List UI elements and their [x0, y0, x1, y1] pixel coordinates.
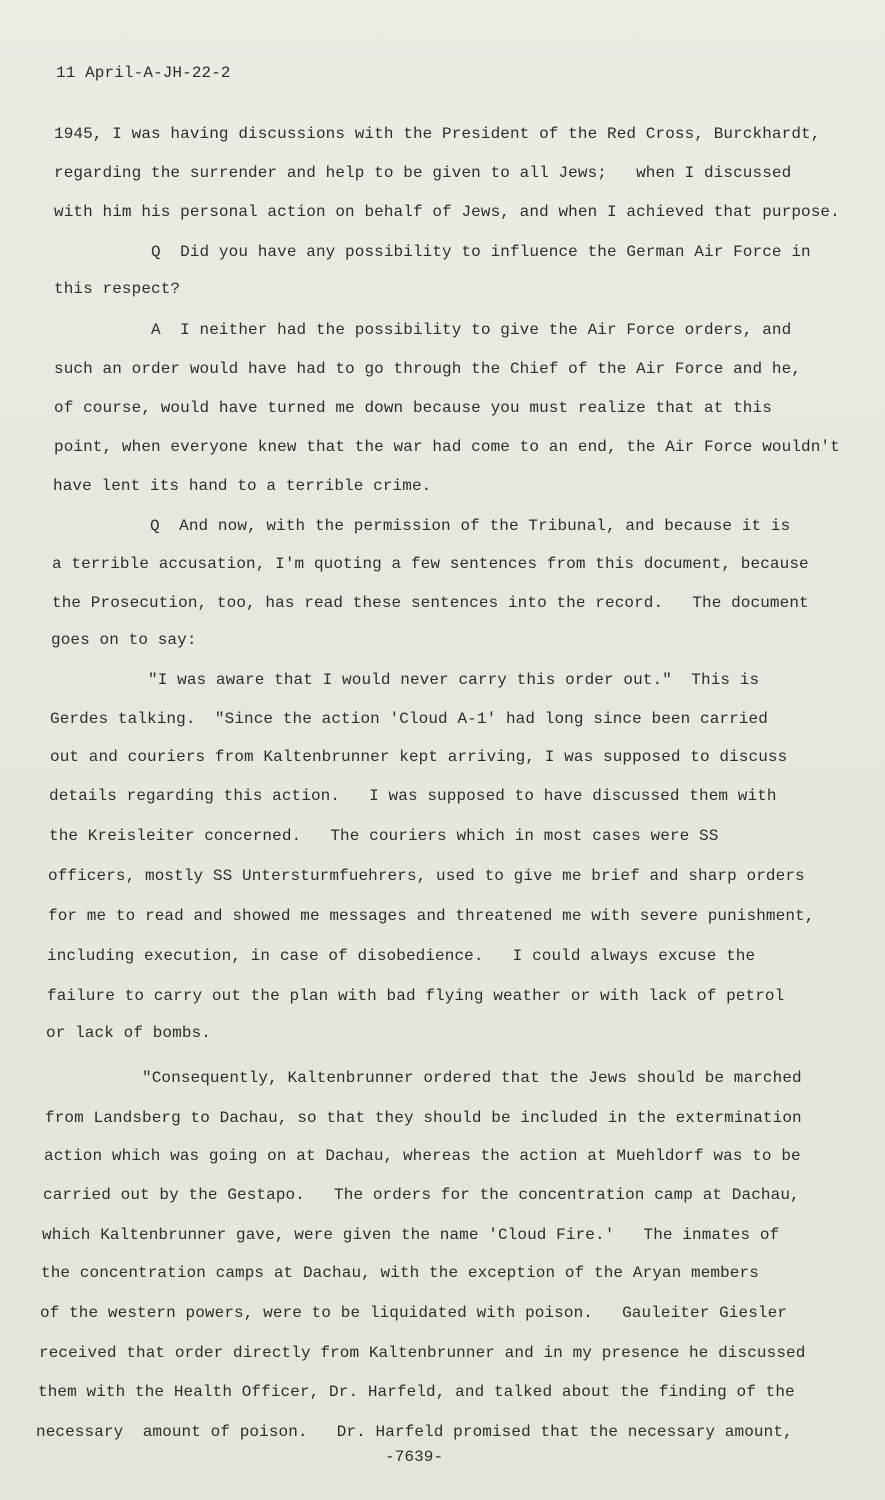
text-line: "I was aware that I would never carry this order out." This is	[51, 671, 760, 689]
text-line: such an order would have had to go through the Chief of the Air Force and he,	[54, 360, 802, 378]
text-line: necessary amount of poison. Dr. Harfeld promised that the necessary amount,	[36, 1423, 793, 1441]
text-line: the Kreisleiter concerned. The couriers which in most cases were SS	[49, 827, 719, 845]
text-line: the Prosecution, too, has read these sentences into the record. The document	[52, 594, 809, 612]
text-line: them with the Health Officer, Dr. Harfeld, and talked about the finding of the	[38, 1383, 795, 1401]
text-line: for me to read and showed me messages and threatened me with severe punishment,	[48, 907, 815, 925]
text-line: regarding the surrender and help to be given to all Jews; when I discussed	[54, 164, 792, 182]
text-line: including execution, in case of disobedience. I could always excuse the	[47, 947, 756, 965]
text-line: the concentration camps at Dachau, with the exception of the Aryan members	[41, 1264, 759, 1282]
text-line: Q Did you have any possibility to influence the German Air Force in	[54, 243, 811, 261]
text-line: A I neither had the possibility to give the Air Force orders, and	[54, 321, 792, 339]
page-number: -7639-	[385, 1448, 444, 1466]
text-line: of the western powers, were to be liquidated with poison. Gauleiter Giesler	[40, 1304, 788, 1322]
text-line: carried out by the Gestapo. The orders for the concentration camp at Dachau,	[43, 1186, 800, 1204]
text-line: goes on to say:	[51, 631, 197, 649]
text-line: "Consequently, Kaltenbrunner ordered that the Jews should be marched	[45, 1069, 802, 1087]
text-line: with him his personal action on behalf of Jews, and when I achieved that purpose.	[54, 203, 840, 221]
text-line: Gerdes talking. "Since the action 'Cloud A-1' had long since been carried	[50, 710, 768, 728]
text-line: action which was going on at Dachau, whereas the action at Muehldorf was to be	[44, 1147, 801, 1165]
text-line: details regarding this action. I was supposed to have discussed them with	[49, 787, 777, 805]
text-line: from Landsberg to Dachau, so that they should be included in the extermination	[45, 1109, 802, 1127]
document-reference: 11 April-A-JH-22-2	[56, 64, 231, 82]
text-line: point, when everyone knew that the war had come to an end, the Air Force wouldn't	[54, 438, 840, 456]
text-line: 1945, I was having discussions with the President of the Red Cross, Burckhardt,	[54, 125, 821, 143]
text-line: which Kaltenbrunner gave, were given the name 'Cloud Fire.' The inmates of	[42, 1226, 780, 1244]
text-line: officers, mostly SS Untersturmfuehrers, used to give me brief and sharp orders	[48, 867, 805, 885]
text-line: have lent its hand to a terrible crime.	[53, 477, 432, 495]
text-line: Q And now, with the permission of the Tribunal, and because it is	[53, 517, 791, 535]
text-line: of course, would have turned me down because you must realize that at this	[54, 399, 772, 417]
text-line: out and couriers from Kaltenbrunner kept arriving, I was supposed to discuss	[50, 748, 788, 766]
text-line: or lack of bombs.	[46, 1024, 211, 1042]
text-line: failure to carry out the plan with bad flying weather or with lack of petrol	[47, 987, 785, 1005]
text-line: a terrible accusation, I'm quoting a few sentences from this document, because	[52, 555, 809, 573]
text-line: received that order directly from Kaltenbrunner and in my presence he discussed	[39, 1344, 806, 1362]
text-line: this respect?	[54, 280, 181, 298]
